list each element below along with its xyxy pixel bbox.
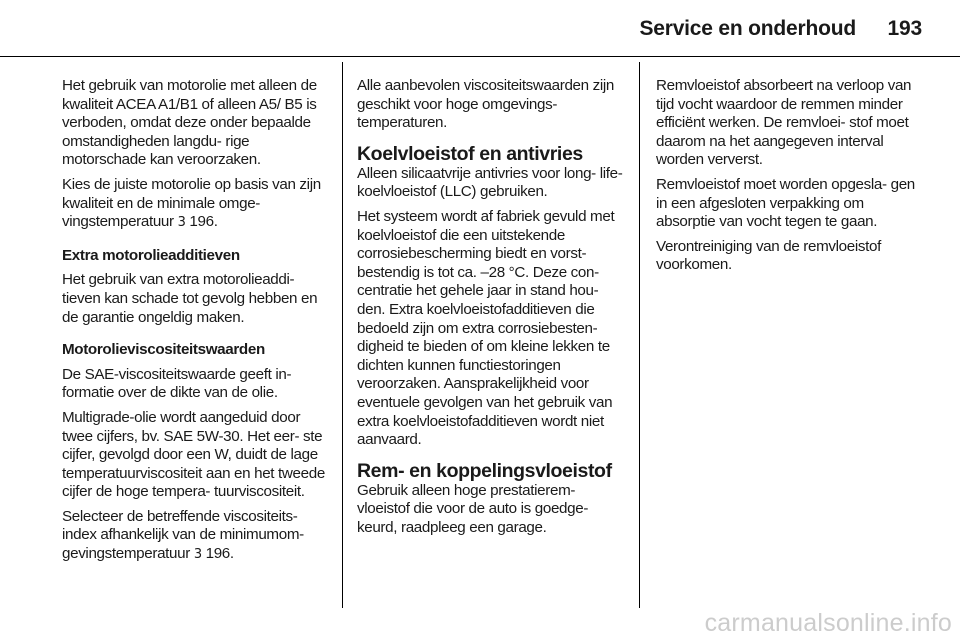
page-reference-icon: 3 xyxy=(193,547,202,563)
paragraph-coolant-1: Alleen silicaatvrije antivries voor long- life-koelvloeistof (LLC) gebruiken. xyxy=(357,164,623,201)
heading-viscosity: Motorolieviscositeitswaarden xyxy=(62,341,265,359)
section-title: Service en onderhoud xyxy=(639,17,856,40)
paragraph-oil-choice xyxy=(62,176,330,233)
paragraph-select-viscosity xyxy=(62,508,330,565)
paragraph-brake-fluid-1: Gebruik alleen hoge prestatierem- vloeistof die voor de auto is goedge- keurd, raadpleeg een garage. xyxy=(357,481,589,536)
paragraph-viscosity: De SAE-viscositeitswaarde geeft in- formatie over de dikte van de olie. xyxy=(62,365,292,402)
paragraph-brake-contamination: Verontreiniging van de remvloeistof voorkomen. xyxy=(656,237,881,274)
paragraph-brake-absorb: Remvloeistof absorbeert na verloop van tijd vocht waardoor de remmen minder efficiënt werken. De remvloei- stof moet daarom na het aangegeven interval worden ververst. xyxy=(656,77,912,169)
select-viscosity-text: Selecteer de betreffende viscositeits- index afhankelijk van de minimumom- gevingstemperatuur xyxy=(62,507,304,563)
paragraph-additives: Het gebruik van extra motorolieaddi- tieven kan schade tot gevolg hebben en de garantie ongeldig maken. xyxy=(62,271,318,326)
heading-additives: Extra motorolieadditieven xyxy=(62,246,240,264)
watermark: carmanualsonline.info xyxy=(704,609,952,637)
column-2 xyxy=(357,77,625,543)
heading-coolant: Koelvloeistof en antivries xyxy=(357,142,583,165)
heading-brake-fluid: Rem- en koppelingsvloeistof xyxy=(357,459,612,482)
paragraph-viscosity-intro: Alle aanbevolen viscositeitswaarden zijn geschikt voor hoge omgevings- temperaturen. xyxy=(357,77,614,132)
header-rule xyxy=(0,56,960,57)
page-number: 193 xyxy=(887,17,922,40)
column-1 xyxy=(62,77,330,571)
paragraph-coolant-2: Het systeem wordt af fabriek gevuld met koelvloeistof die een uitstekende corrosiebescherming biedt en vorst- bestendig is tot ca. –28 °C. Deze con- centratie het gehele jaar in stand hou- den. Extra koelvloeistofadditieven die bedoeld zijn om extra corrosiebesten- digheid te bieden of om kleine lekken te dichten kunnen functiestoringen veroorzaken. Aansprakelijkheid voor eventuele gevolgen van het gebruik van extra koelvloeistofadditieven wordt niet aanvaard. xyxy=(357,207,615,449)
oil-choice-ref: 196. xyxy=(189,213,218,231)
page-reference-icon: 3 xyxy=(177,215,186,231)
column-divider-1 xyxy=(342,62,343,608)
paragraph-multigrade: Multigrade-olie wordt aangeduid door twee cijfers, bv. SAE 5W-30. Het eer- ste cijfer, gevolgd door een W, duidt de lage temperatuurviscositeit aan en het tweede cijfer de hoge tempera- tuurviscositeit. xyxy=(62,408,325,501)
paragraph-oil-quality: Het gebruik van motorolie met alleen de kwaliteit ACEA A1/B1 of alleen A5/ B5 is verboden, omdat deze onder bepaalde omstandigheden langdu- rige motorschade kan veroorzaken. xyxy=(62,77,317,169)
column-3 xyxy=(656,77,926,281)
column-divider-2 xyxy=(639,62,640,608)
oil-choice-text: Kies de juiste motorolie op basis van zijn kwaliteit en de minimale omge- vingstemperatuur xyxy=(62,175,321,231)
select-viscosity-ref: 196. xyxy=(205,545,234,563)
paragraph-brake-storage: Remvloeistof moet worden opgesla- gen in een afgesloten verpakking om absorptie van vocht tegen te gaan. xyxy=(656,175,915,231)
page-header xyxy=(0,0,960,52)
